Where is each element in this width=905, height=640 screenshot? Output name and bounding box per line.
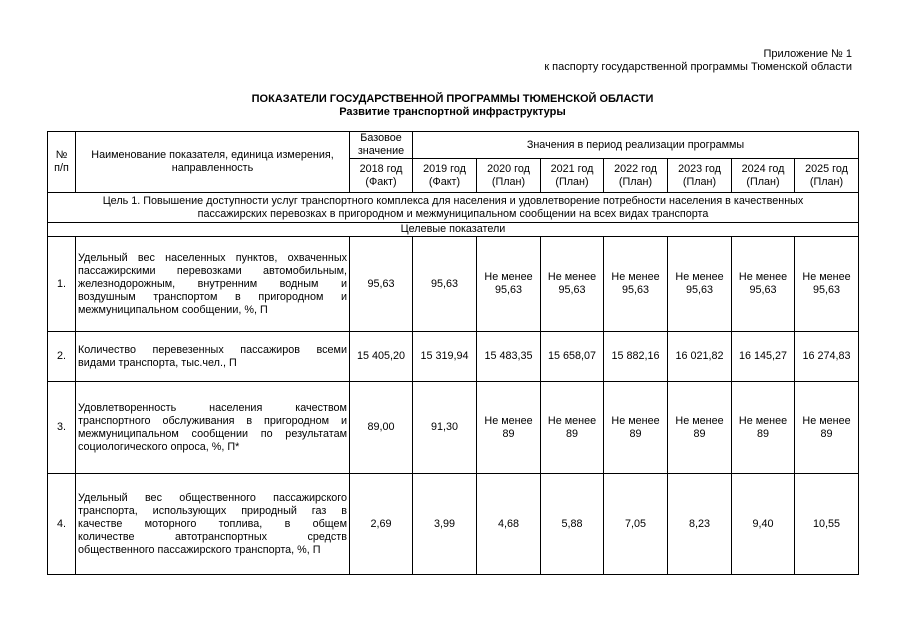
indicator-name-line: пассажирскими перевозками автомобильным, xyxy=(78,264,347,277)
value-line: 95,63 xyxy=(621,284,650,296)
header-row-1 xyxy=(48,132,859,159)
value-cell xyxy=(541,332,604,382)
year-label: 2021 год xyxy=(550,162,594,175)
value-cell xyxy=(732,382,795,474)
header-base-value xyxy=(350,132,413,159)
header-year-5 xyxy=(668,159,732,193)
year-label: 2024 год xyxy=(741,162,785,175)
year-kind: (План) xyxy=(682,175,717,188)
value-line: 15 319,94 xyxy=(420,350,469,362)
value-line: 89 xyxy=(502,427,515,440)
header-number xyxy=(48,132,76,193)
value-line: 89,00 xyxy=(367,421,395,433)
value-cell xyxy=(477,332,541,382)
table-row xyxy=(48,332,859,382)
header-year-0 xyxy=(350,159,413,193)
value-line: 89 xyxy=(565,427,578,440)
header-period: Значения в период реализации программы xyxy=(413,132,859,159)
value-cell xyxy=(477,474,541,575)
title-line-1: ПОКАЗАТЕЛИ ГОСУДАРСТВЕННОЙ ПРОГРАММЫ ТЮМЕНСКОЙ ОБЛАСТИ xyxy=(251,93,654,105)
table-row xyxy=(48,237,859,332)
appendix-line-2: к паспорту государственной программы Тюменской области xyxy=(544,61,852,73)
value-cell xyxy=(350,474,413,575)
value-cell xyxy=(541,474,604,575)
value-cell xyxy=(477,237,541,332)
row-number: 3. xyxy=(48,382,76,474)
header-year-7 xyxy=(795,159,859,193)
value-cell xyxy=(350,382,413,474)
indicator-name-line: транспортного обслуживания в пригородном и xyxy=(78,414,347,427)
value-cell xyxy=(541,382,604,474)
value-cell xyxy=(604,382,668,474)
value-line: 89 xyxy=(629,427,642,440)
year-kind: (План) xyxy=(746,175,780,188)
indicators-table xyxy=(47,131,859,575)
value-cell xyxy=(732,474,795,575)
value-line: Не менее xyxy=(738,271,788,283)
year-kind: (План) xyxy=(555,175,589,188)
indicator-name-line: количестве автотранспортных средств xyxy=(78,530,347,543)
value-line: Не менее xyxy=(484,414,533,427)
year-kind: (План) xyxy=(491,175,526,188)
value-cell xyxy=(604,332,668,382)
value-line: 95,63 xyxy=(430,277,459,290)
value-line: 4,68 xyxy=(497,517,519,530)
value-cell xyxy=(541,237,604,332)
indicator-name-line: железнодорожным, внутренним водным и xyxy=(78,277,347,290)
header-name-line-1: Наименование показателя, единица измерения, xyxy=(91,149,334,161)
value-line: 16 021,82 xyxy=(675,350,724,362)
value-cell xyxy=(668,382,732,474)
header-year-4 xyxy=(604,159,668,193)
year-kind: (Факт) xyxy=(428,175,461,188)
value-cell xyxy=(413,332,477,382)
year-label: 2019 год xyxy=(423,162,466,175)
value-line: Не менее xyxy=(611,414,660,427)
year-label: 2025 год xyxy=(805,162,848,175)
value-line: 15 483,35 xyxy=(484,350,533,362)
document-title xyxy=(0,93,905,119)
value-cell xyxy=(668,237,732,332)
value-cell xyxy=(350,332,413,382)
header-name-line-2: направленность xyxy=(171,162,254,174)
year-kind: (Факт) xyxy=(365,175,397,188)
targets-label: Целевые показатели xyxy=(48,223,859,237)
indicator-name xyxy=(76,332,350,382)
goal-line-1: Цель 1. Повышение доступности услуг транспортного комплекса для населения и удовлетворение потребности населения в качественных xyxy=(102,194,804,207)
value-line: 95,63 xyxy=(812,284,841,296)
header-base-line-2: значение xyxy=(357,145,405,157)
value-cell xyxy=(604,237,668,332)
value-line: Не менее xyxy=(611,271,660,283)
value-line: Не менее xyxy=(547,414,597,427)
appendix-reference xyxy=(544,48,852,74)
header-base-line-1: Базовое xyxy=(360,132,402,144)
value-cell xyxy=(732,332,795,382)
value-cell xyxy=(413,382,477,474)
value-line: 5,88 xyxy=(561,517,583,530)
value-line: 89 xyxy=(693,427,706,440)
goal-cell xyxy=(48,193,859,223)
indicator-name-line: Удовлетворенность населения качеством xyxy=(78,401,347,414)
appendix-line-1: Приложение № 1 xyxy=(763,48,852,60)
value-line: 91,30 xyxy=(430,421,459,433)
value-line: 15 405,20 xyxy=(356,350,406,362)
header-year-6 xyxy=(732,159,795,193)
value-line: Не менее xyxy=(675,271,724,283)
value-line: Не менее xyxy=(802,271,851,283)
indicator-name-line: Удельный вес населенных пунктов, охваченных xyxy=(78,251,347,264)
value-line: 9,40 xyxy=(752,517,774,530)
value-cell xyxy=(604,474,668,575)
value-line: Не менее xyxy=(675,414,724,427)
indicator-name-line: транспорта, использующих природный газ в xyxy=(78,504,347,517)
header-year-2 xyxy=(477,159,541,193)
value-line: 89 xyxy=(820,427,833,440)
value-line: 15 882,16 xyxy=(611,350,660,362)
indicator-name-line: общественного пассажирского транспорта, %, П xyxy=(78,543,321,556)
value-cell xyxy=(795,382,859,474)
header-number-line-1: № xyxy=(55,149,68,161)
header-number-line-2: п/п xyxy=(54,162,69,174)
indicator-name xyxy=(76,237,350,332)
value-line: 95,63 xyxy=(685,284,714,296)
row-number: 4. xyxy=(48,474,76,575)
year-label: 2022 год xyxy=(614,162,657,175)
year-label: 2018 год xyxy=(359,162,403,175)
value-line: Не менее xyxy=(484,271,533,283)
header-year-3 xyxy=(541,159,604,193)
value-line: Не менее xyxy=(738,414,788,427)
indicator-name-line: социологического опроса, %, П* xyxy=(78,440,240,453)
year-label: 2023 год xyxy=(678,162,721,175)
value-line: 7,05 xyxy=(624,517,646,530)
year-kind: (План) xyxy=(618,175,653,188)
value-cell xyxy=(795,332,859,382)
value-line: 95,63 xyxy=(558,284,586,296)
targets-row xyxy=(48,223,859,237)
indicator-name xyxy=(76,382,350,474)
indicator-name-line: видами транспорта, тыс.чел., П xyxy=(78,356,237,369)
value-line: Не менее xyxy=(802,414,851,427)
value-line: Не менее xyxy=(547,271,597,283)
value-cell xyxy=(413,474,477,575)
value-line: 95,63 xyxy=(494,284,523,296)
value-cell xyxy=(732,237,795,332)
value-line: 16 274,83 xyxy=(802,350,851,362)
value-line: 95,63 xyxy=(367,277,395,290)
value-line: 16 145,27 xyxy=(738,350,788,362)
indicator-name-line: Удельный вес общественного пассажирского xyxy=(78,491,347,504)
value-line: 15 658,07 xyxy=(547,350,597,362)
indicator-name-line: межмуниципальном сообщении, %, П xyxy=(78,303,268,316)
value-line: 95,63 xyxy=(749,284,777,296)
value-line: 10,55 xyxy=(812,517,841,530)
value-line: 2,69 xyxy=(370,517,392,530)
goal-line-2: пассажирских перевозках в пригородном и межмуниципальном сообщении на всех видах транспорта xyxy=(197,207,709,220)
value-cell xyxy=(668,474,732,575)
value-cell xyxy=(477,382,541,474)
indicator-name-line: межмуниципальном сообщении по результатам xyxy=(78,427,347,440)
goal-row xyxy=(48,193,859,223)
indicator-name xyxy=(76,474,350,575)
table-row xyxy=(48,382,859,474)
header-indicator-name xyxy=(76,132,350,193)
title-line-2: Развитие транспортной инфраструктуры xyxy=(339,106,566,118)
value-cell xyxy=(795,474,859,575)
indicator-name-line: воздушным транспортом в пригородном и xyxy=(78,290,347,303)
year-kind: (План) xyxy=(809,175,844,188)
indicator-name-line: качестве моторного топлива, в общем xyxy=(78,517,347,530)
row-number: 2. xyxy=(48,332,76,382)
table-row xyxy=(48,474,859,575)
year-label: 2020 год xyxy=(487,162,530,175)
value-cell xyxy=(413,237,477,332)
value-line: 8,23 xyxy=(688,517,710,530)
indicator-name-line: Количество перевезенных пассажиров всеми xyxy=(78,343,347,356)
row-number: 1. xyxy=(48,237,76,332)
value-line: 3,99 xyxy=(433,517,455,530)
value-line: 89 xyxy=(756,427,769,440)
value-cell xyxy=(668,332,732,382)
value-cell xyxy=(795,237,859,332)
value-cell xyxy=(350,237,413,332)
header-year-1 xyxy=(413,159,477,193)
